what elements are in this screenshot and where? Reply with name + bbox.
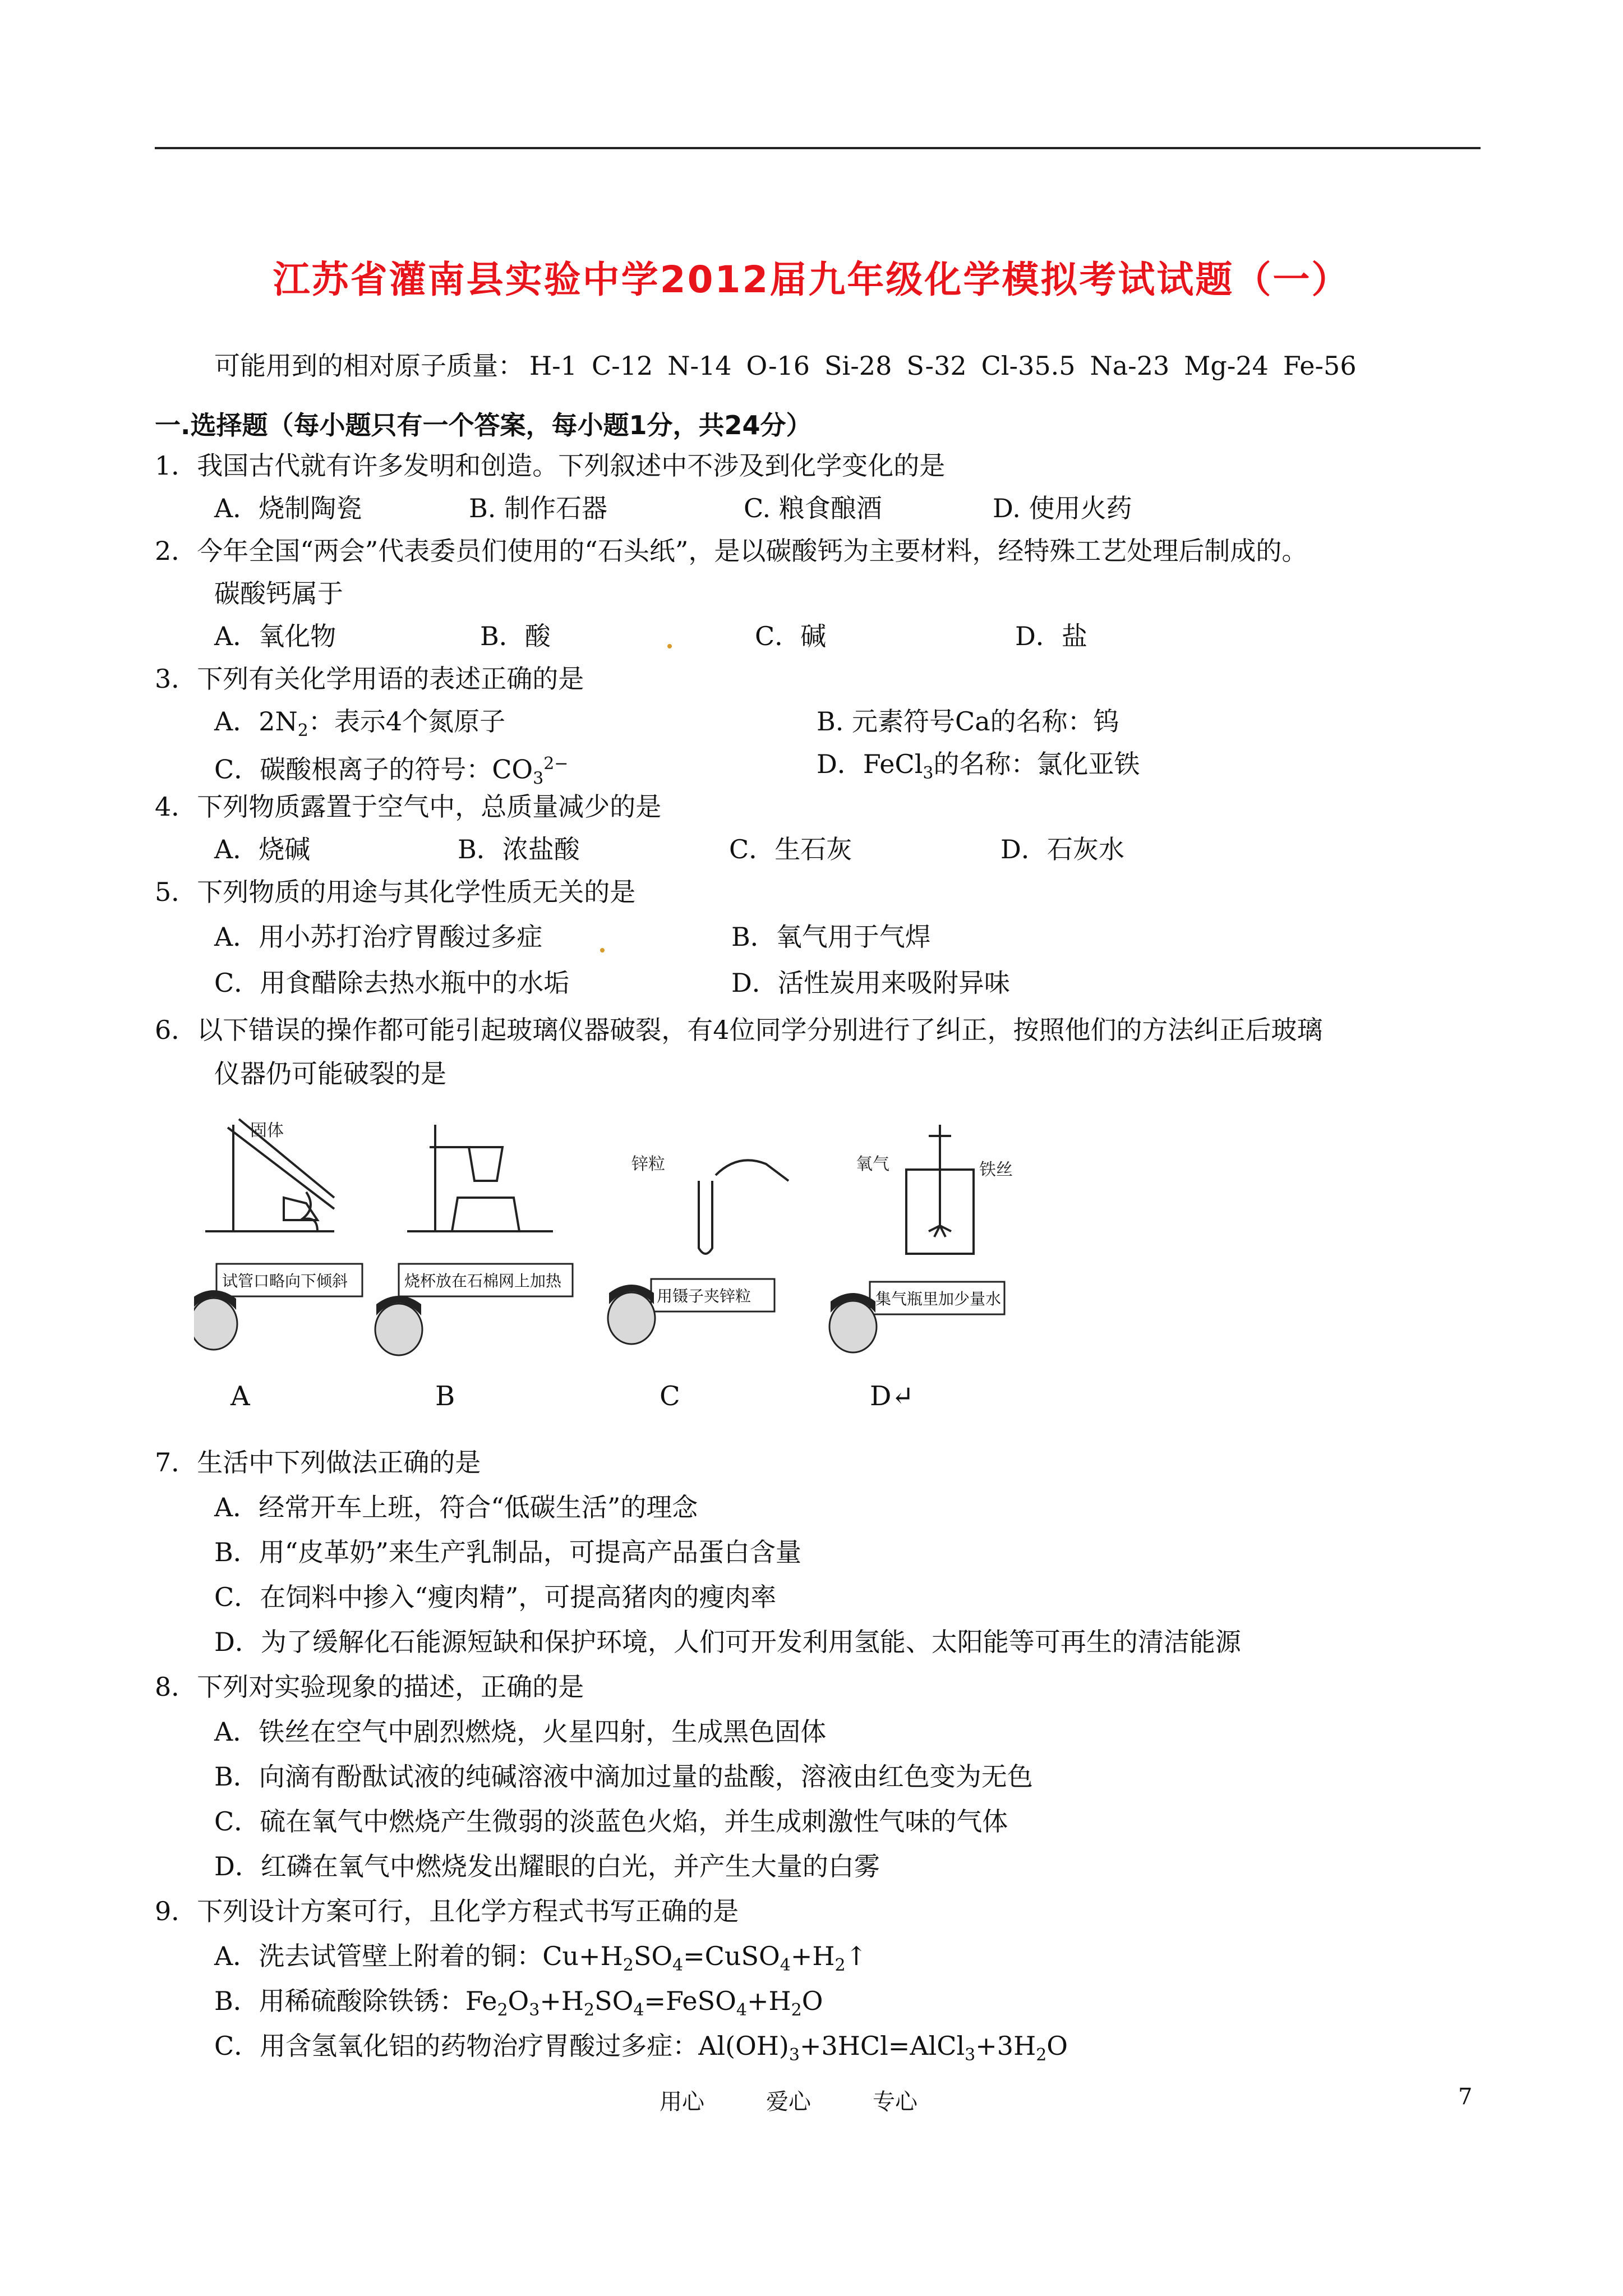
q2-option-b: B．酸: [480, 621, 551, 651]
q8-option-a: A．铁丝在空气中剧烈燃烧，火星四射，生成黑色固体: [214, 1717, 827, 1747]
q1-option-a: A．烧制陶瓷: [214, 493, 362, 523]
atomic-mass: C-12: [591, 351, 653, 381]
q8-option-c: C．硫在氧气中燃烧产生微弱的淡蓝色火焰，并生成刺激性气味的气体: [214, 1806, 1008, 1837]
q1-option-b: B. 制作石器: [469, 493, 608, 523]
q3-option-b: B. 元素符号Ca的名称：钨: [817, 706, 1119, 737]
section-heading: 一.选择题（每小题只有一个答案，每小题1分，共24分）: [155, 410, 812, 440]
atomic-mass: O-16: [746, 351, 810, 381]
q9-option-c: C．用含氢氧化铝的药物治疗胃酸过多症：$Al(OH)_3+3HCl=AlCl_3+3H_2O$: [214, 2031, 1068, 2065]
q1-option-d: D. 使用火药: [993, 493, 1132, 523]
question-2-stem-cont: 碳酸钙属于: [214, 578, 343, 609]
scan-speck: [667, 644, 672, 648]
atomic-mass: Cl-35.5: [981, 351, 1076, 381]
figure-label-a: A: [230, 1381, 250, 1412]
figure-label-b: B: [435, 1381, 455, 1412]
figure-b-apparatus: [407, 1125, 553, 1231]
student-head-c: [608, 1292, 655, 1344]
figure-c-apparatus: [699, 1160, 789, 1254]
q9-option-a: A．洗去试管壁上附着的铜：$Cu+H_2SO_4=CuSO_4+H_2↑$: [214, 1941, 868, 1976]
question-2-stem: 2．今年全国“两会”代表委员们使用的“石头纸”，是以碳酸钙为主要材料，经特殊工艺处理后制成的。: [155, 536, 1308, 566]
page-title: 江苏省灌南县实验中学2012届九年级化学模拟考试试题（一）: [273, 258, 1350, 301]
student-head-a: [194, 1298, 237, 1350]
figure-label-d: D↵: [870, 1381, 914, 1412]
q3-option-a: A．$2N_2$：表示4个氮原子: [214, 706, 506, 741]
q4-option-c: C．生石灰: [729, 834, 852, 864]
q3-option-d: D．FeCl$_3$的名称：氯化亚铁: [817, 749, 1140, 784]
bubble-text-a: 试管口略向下倾斜: [222, 1272, 348, 1290]
atomic-mass: Si-28: [824, 351, 892, 381]
q7-option-c: C．在饲料中掺入“瘦肉精”，可提高猪肉的瘦肉率: [214, 1582, 777, 1612]
q4-option-a: A．烧碱: [214, 834, 311, 864]
figure-tag: 铁丝: [979, 1160, 1013, 1180]
question-6-stem: 6．以下错误的操作都可能引起玻璃仪器破裂，有4位同学分别进行了纠正，按照他们的方法纠正后玻璃: [155, 1015, 1323, 1045]
q7-option-d: D．为了缓解化石能源短缺和保护环境，人们可开发利用氢能、太阳能等可再生的清洁能源: [214, 1627, 1241, 1657]
q2-option-d: D．盐: [1015, 621, 1087, 651]
lab-operations-figure: [194, 1114, 1052, 1416]
q1-option-c: C. 粮食酿酒: [744, 493, 882, 523]
q5-option-c: C．用食醋除去热水瓶中的水垢: [214, 968, 570, 998]
atomic-mass: N-14: [667, 351, 732, 381]
footer-motto-1: 用心: [660, 2089, 704, 2115]
atomic-mass-line: [214, 349, 1371, 383]
figure-tag: 氧气: [856, 1154, 889, 1174]
question-9-stem: 9．下列设计方案可行，且化学方程式书写正确的是: [155, 1896, 739, 1926]
q2-option-a: A．氧化物: [214, 621, 336, 651]
q4-option-d: D．石灰水: [1000, 834, 1124, 864]
q8-option-b: B．向滴有酚酞试液的纯碱溶液中滴加过量的盐酸，溶液由红色变为无色: [214, 1761, 1033, 1792]
student-head-d: [829, 1301, 877, 1352]
figure-d-apparatus: [906, 1125, 974, 1254]
q5-option-b: B．氧气用于气焊: [731, 922, 931, 952]
bubble-text-c: 用镊子夹锌粒: [657, 1287, 751, 1305]
q7-option-a: A．经常开车上班，符合“低碳生活”的理念: [214, 1492, 698, 1522]
question-6-stem-cont: 仪器仍可能破裂的是: [214, 1059, 446, 1089]
figure-tag: 固体: [250, 1121, 284, 1140]
q5-option-a: A．用小苏打治疗胃酸过多症: [214, 922, 543, 952]
question-7-stem: 7．生活中下列做法正确的是: [155, 1447, 481, 1478]
q2-option-c: C．碱: [755, 621, 827, 651]
figure-label-c: C: [660, 1381, 680, 1412]
question-3-stem: 3．下列有关化学用语的表述正确的是: [155, 664, 584, 694]
question-1-stem: 1．我国古代就有许多发明和创造。下列叙述中不涉及到化学变化的是: [155, 450, 946, 481]
student-head-b: [375, 1304, 422, 1355]
footer-motto-2: 爱心: [766, 2089, 811, 2115]
question-4-stem: 4．下列物质露置于空气中，总质量减少的是: [155, 792, 662, 822]
footer-motto-3: 专心: [873, 2089, 917, 2115]
q7-option-b: B．用“皮革奶”来生产乳制品，可提高产品蛋白含量: [214, 1537, 801, 1567]
q9-option-b: B．用稀硫酸除铁锈：$Fe_2O_3+H_2SO_4=FeSO_4+H_2O$: [214, 1986, 823, 2021]
q4-option-b: B．浓盐酸: [458, 834, 580, 864]
atomic-mass: Fe-56: [1283, 351, 1357, 381]
atomic-mass: S-32: [906, 351, 967, 381]
bubble-text-d: 集气瓶里加少量水: [875, 1290, 1002, 1308]
scan-speck: [600, 948, 605, 953]
question-5-stem: 5．下列物质的用途与其化学性质无关的是: [155, 877, 636, 907]
atomic-mass: H-1: [529, 351, 577, 381]
question-8-stem: 8．下列对实验现象的描述，正确的是: [155, 1672, 584, 1702]
header-rule: [155, 147, 1481, 149]
atomic-mass-label: 可能用到的相对原子质量：: [214, 351, 524, 381]
q5-option-d: D．活性炭用来吸附异味: [731, 968, 1010, 998]
bubble-text-b: 烧杯放在石棉网上加热: [404, 1272, 562, 1290]
atomic-mass: Na-23: [1090, 351, 1170, 381]
figure-tag: 锌粒: [631, 1154, 665, 1174]
atomic-mass: Mg-24: [1184, 351, 1269, 381]
q8-option-d: D．红磷在氧气中燃烧发出耀眼的白光，并产生大量的白雾: [214, 1851, 880, 1881]
page-number: 7: [1458, 2084, 1473, 2110]
q3-option-c: C．碳酸根离子的符号：$CO_3^{2-}$: [214, 754, 569, 789]
